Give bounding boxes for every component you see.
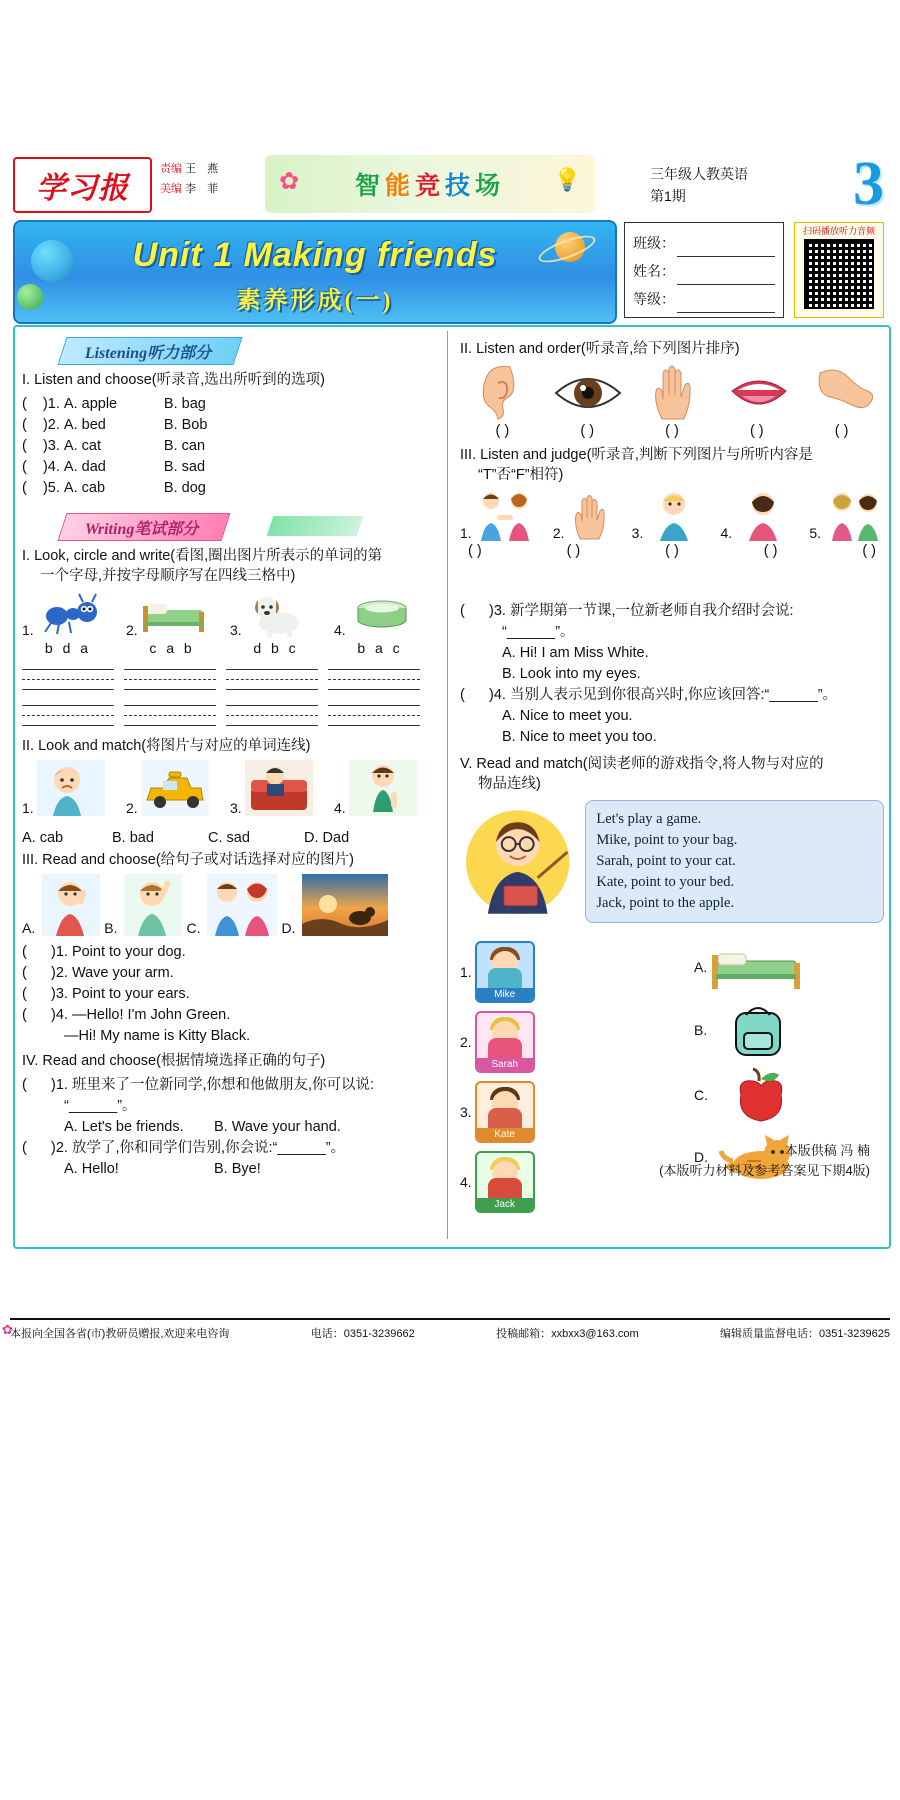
list-item: ( )3. A. cat B. can <box>22 438 206 454</box>
writing-q2-title: II. Look and match(将图片与对应的单词连线) <box>22 738 311 754</box>
eye-picture <box>552 363 624 421</box>
writing-line <box>124 660 216 690</box>
answer-slot[interactable]: ( ) <box>495 423 510 439</box>
list-item[interactable]: ( )1. Point to your dog. <box>22 944 186 960</box>
listening-q2-title: II. Listen and order(听录音,给下列图片排序) <box>460 341 740 357</box>
answer-slot[interactable]: ( ) <box>665 423 679 439</box>
list-item[interactable]: 4. Jack <box>460 1151 640 1213</box>
listening-q3-pictures: 1. 2. 3. 4. 5. <box>460 489 884 541</box>
listening-section-bar <box>22 337 440 364</box>
editor-name-2: 李 菲 <box>185 183 223 195</box>
field-label-grade: 等级： <box>633 291 675 307</box>
writing-q4-item-1: ( )1. 班里来了一位新同学,你想和他做朋友,你可以说: “______”。 A. Let's be friends. B. Wave your hand. ( )2. 放学了,你和同学们告别,你会说:“______”。 A. Hello! B. Bye! <box>22 1077 375 1177</box>
field-label-class: 班级： <box>633 235 675 251</box>
bad-boy-picture <box>349 760 417 816</box>
writing-line <box>328 660 420 690</box>
dog-picture <box>245 590 311 638</box>
writing-q5-title: V. Read and match(阅读老师的游戏指令,将人物与对应的 物品连线) <box>460 756 824 792</box>
writing-q1-letters: b d a c a b d b c b a c <box>44 640 403 656</box>
listening-section-label: Listening听力部分 <box>85 344 212 362</box>
worksheet-sheet <box>10 150 890 1310</box>
bed-picture <box>710 941 806 993</box>
footer-email: 投稿邮箱：xxbxx3@163.com <box>496 1328 639 1340</box>
bed-picture <box>141 590 207 638</box>
list-item[interactable]: ( )2. Wave your arm. <box>22 965 174 981</box>
person-card-jack[interactable]: Jack <box>475 1151 535 1213</box>
unit-subtitle: 素养形成(一) <box>236 288 394 314</box>
writing-line <box>124 696 216 726</box>
section-banner <box>265 155 595 213</box>
page-number-badge: 3 <box>853 150 884 218</box>
writing-q1-pictures <box>22 590 440 638</box>
listening-q2-pictures <box>460 363 884 421</box>
flower-decoration-icon: ✿ <box>2 1322 13 1337</box>
answer-slot[interactable]: ( ) <box>749 423 764 439</box>
writing-q4-item-3: ( )3. 新学期第一节课,一位新老师自我介绍时会说: “______”。 A. Hi! I am Miss White. B. Look into my eyes. ( )4. 当别人表示见到你很高兴时,你应该回答:“______”。 A. Nice to meet you. B. Nice to meet you too. <box>460 603 838 745</box>
writing-line <box>22 696 114 726</box>
two-kids-shaking-hands-picture <box>475 489 535 541</box>
publication-logo <box>13 157 152 213</box>
unit-header <box>10 220 890 322</box>
qr-caption: 扫码播放听力音频 <box>802 226 875 236</box>
list-item: ( )5. A. cab B. dog <box>22 480 206 496</box>
dad-on-sofa-picture <box>245 760 313 816</box>
answer-slot[interactable]: ( ) <box>665 543 679 559</box>
list-item[interactable]: 1. Mike <box>460 941 640 1003</box>
list-item: ( )1. A. apple B. bag <box>22 396 206 412</box>
boy-waving-arm-picture <box>124 874 182 936</box>
figure-ant: 1. <box>22 590 114 638</box>
student-info-box <box>624 222 784 318</box>
list-item[interactable]: ( )3. Point to your ears. <box>22 986 190 1002</box>
taxi-cab-picture <box>141 760 209 816</box>
writing-line <box>22 660 114 690</box>
left-column <box>22 333 440 1180</box>
answer-slot[interactable]: ( ) <box>580 423 595 439</box>
waving-hand-picture <box>568 489 614 541</box>
answer-slot[interactable]: ( ) <box>862 543 876 559</box>
grade-line-1: 三年级人教英语 <box>650 166 748 182</box>
flower-icon: ✿ <box>279 168 300 195</box>
right-column <box>460 333 884 1213</box>
editors-block <box>160 159 222 199</box>
grade-info <box>650 163 748 207</box>
column-divider <box>447 331 448 1239</box>
sad-boy-picture <box>37 760 105 816</box>
footer-phone: 电话：0351-3239662 <box>310 1328 415 1340</box>
word-option[interactable]: B. bad <box>112 830 154 846</box>
word-option[interactable]: A. cab <box>22 830 64 846</box>
writing-q3-pictures: A. B. C. D. <box>22 874 440 936</box>
list-item: —Hi! My name is Kitty Black. <box>64 1028 251 1044</box>
ear-picture <box>470 363 532 421</box>
teacher-picture <box>460 800 579 918</box>
backpack-picture <box>710 1001 806 1059</box>
person-card-kate[interactable]: Kate <box>475 1081 535 1143</box>
hand-picture <box>644 363 706 421</box>
people-column <box>460 933 640 1213</box>
qr-code-block[interactable] <box>794 222 884 318</box>
answer-slot[interactable]: ( ) <box>834 423 849 439</box>
word-option[interactable]: D. Dad <box>304 830 350 846</box>
page-footer <box>10 1318 890 1341</box>
issue-line: 第1期 <box>650 188 686 204</box>
two-kids-greeting-picture <box>207 874 277 936</box>
writing-q4-title: IV. Read and choose(根据情境选择正确的句子) <box>22 1053 326 1069</box>
two-girls-greeting-picture <box>824 489 884 541</box>
listening-q3-answers[interactable] <box>460 543 884 559</box>
footer-quality-phone: 编辑质量监督电话：0351-3239625 <box>720 1328 890 1340</box>
list-item[interactable]: A. <box>694 941 884 993</box>
answer-slot[interactable]: ( ) <box>468 543 482 559</box>
writing-line <box>226 660 318 690</box>
lightbulb-icon: 💡 <box>553 167 581 192</box>
boy-pointing-eye-picture <box>646 489 702 541</box>
list-item[interactable]: D. <box>694 1131 884 1183</box>
list-item: ( )2. A. bed B. Bob <box>22 417 208 433</box>
editor-name-1: 王 燕 <box>185 163 223 175</box>
dog-sunset-picture <box>302 874 388 936</box>
apple-picture <box>711 1067 807 1123</box>
ant-picture <box>37 590 103 638</box>
list-item[interactable]: B. <box>694 1001 884 1059</box>
writing-q3-items <box>22 942 440 1047</box>
masthead <box>10 150 890 218</box>
answer-slot[interactable]: ( ) <box>566 543 581 559</box>
boy-touching-ear-picture <box>42 874 100 936</box>
grade-input[interactable] <box>677 294 775 313</box>
credit-block <box>659 1141 870 1181</box>
writing-line <box>226 696 318 726</box>
arm-picture <box>812 363 874 421</box>
listening-q1-items <box>22 394 440 499</box>
word-option[interactable]: C. sad <box>208 830 250 846</box>
name-input[interactable] <box>677 266 775 285</box>
listening-q3-title: III. Listen and judge(听录音,判断下列图片与所听内容是 “T”否“F”相符) <box>460 447 813 483</box>
figure-bed: 2. <box>126 590 218 638</box>
can-picture <box>349 590 415 638</box>
writing-q3-title: III. Read and choose(给句子或对话选择对应的图片) <box>22 852 354 868</box>
list-item[interactable]: 3. Kate <box>460 1081 640 1143</box>
speech-bubble: Let's play a game. Mike, point to your bag. Sarah, point to your cat. Kate, point to your bed. Jack, point to the apple. <box>585 800 884 923</box>
list-item: ( )4. A. dad B. sad <box>22 459 206 475</box>
answer-slot[interactable]: ( ) <box>763 543 778 559</box>
unit-title: Unit 1 Making friends <box>132 236 498 274</box>
unit-title-box <box>13 220 617 324</box>
writing-q2-pictures: 1. 2. 3. 4. <box>22 760 440 816</box>
figure-can: 4. <box>334 590 426 638</box>
list-item[interactable]: 2. Sarah <box>460 1011 640 1073</box>
four-line-grid-row-2[interactable] <box>22 696 440 726</box>
credit-line-2: (本版听力材料及参考答案见下期4版) <box>659 1163 870 1178</box>
mouth-picture <box>726 363 792 421</box>
figure-dog: 3. <box>230 590 322 638</box>
list-item[interactable]: ( )4. —Hello! I'm John Green. <box>22 1007 231 1023</box>
editor-label-1: 责编 <box>160 163 182 175</box>
qr-code-image[interactable] <box>804 239 874 309</box>
person-card-sarah[interactable]: Sarah <box>475 1011 535 1073</box>
listening-q2-answers[interactable] <box>460 423 884 439</box>
field-label-name: 姓名： <box>633 263 675 279</box>
writing-section-label: Writing笔试部分 <box>85 520 199 538</box>
logo-text: 学习报 <box>36 172 129 205</box>
class-input[interactable] <box>677 238 775 257</box>
credit-line-1: 本版供稿 冯 楠 <box>784 1143 870 1158</box>
banner-title: 智能竞技场 <box>354 173 506 200</box>
listening-q1-title: I. Listen and choose(听录音,选出所听到的选项) <box>22 372 325 388</box>
footer-left-text: 本报向全国各省(市)教研员赠报,欢迎来电咨询 <box>10 1328 230 1340</box>
teacher-instruction-block <box>460 800 884 923</box>
section-bar-tail <box>267 516 363 536</box>
writing-section-bar <box>22 513 440 540</box>
list-item[interactable]: C. <box>694 1067 884 1123</box>
writing-line <box>328 696 420 726</box>
four-line-grid-row-1[interactable] <box>22 660 440 690</box>
girl-smiling-picture <box>735 489 791 541</box>
writing-q1-title: I. Look, circle and write(看图,圈出图片所表示的单词的第 一个字母,并按字母顺序写在四线三格中) <box>22 548 383 584</box>
editor-label-2: 美编 <box>160 183 182 195</box>
person-card-mike[interactable]: Mike <box>475 941 535 1003</box>
writing-q2-words <box>22 830 440 846</box>
